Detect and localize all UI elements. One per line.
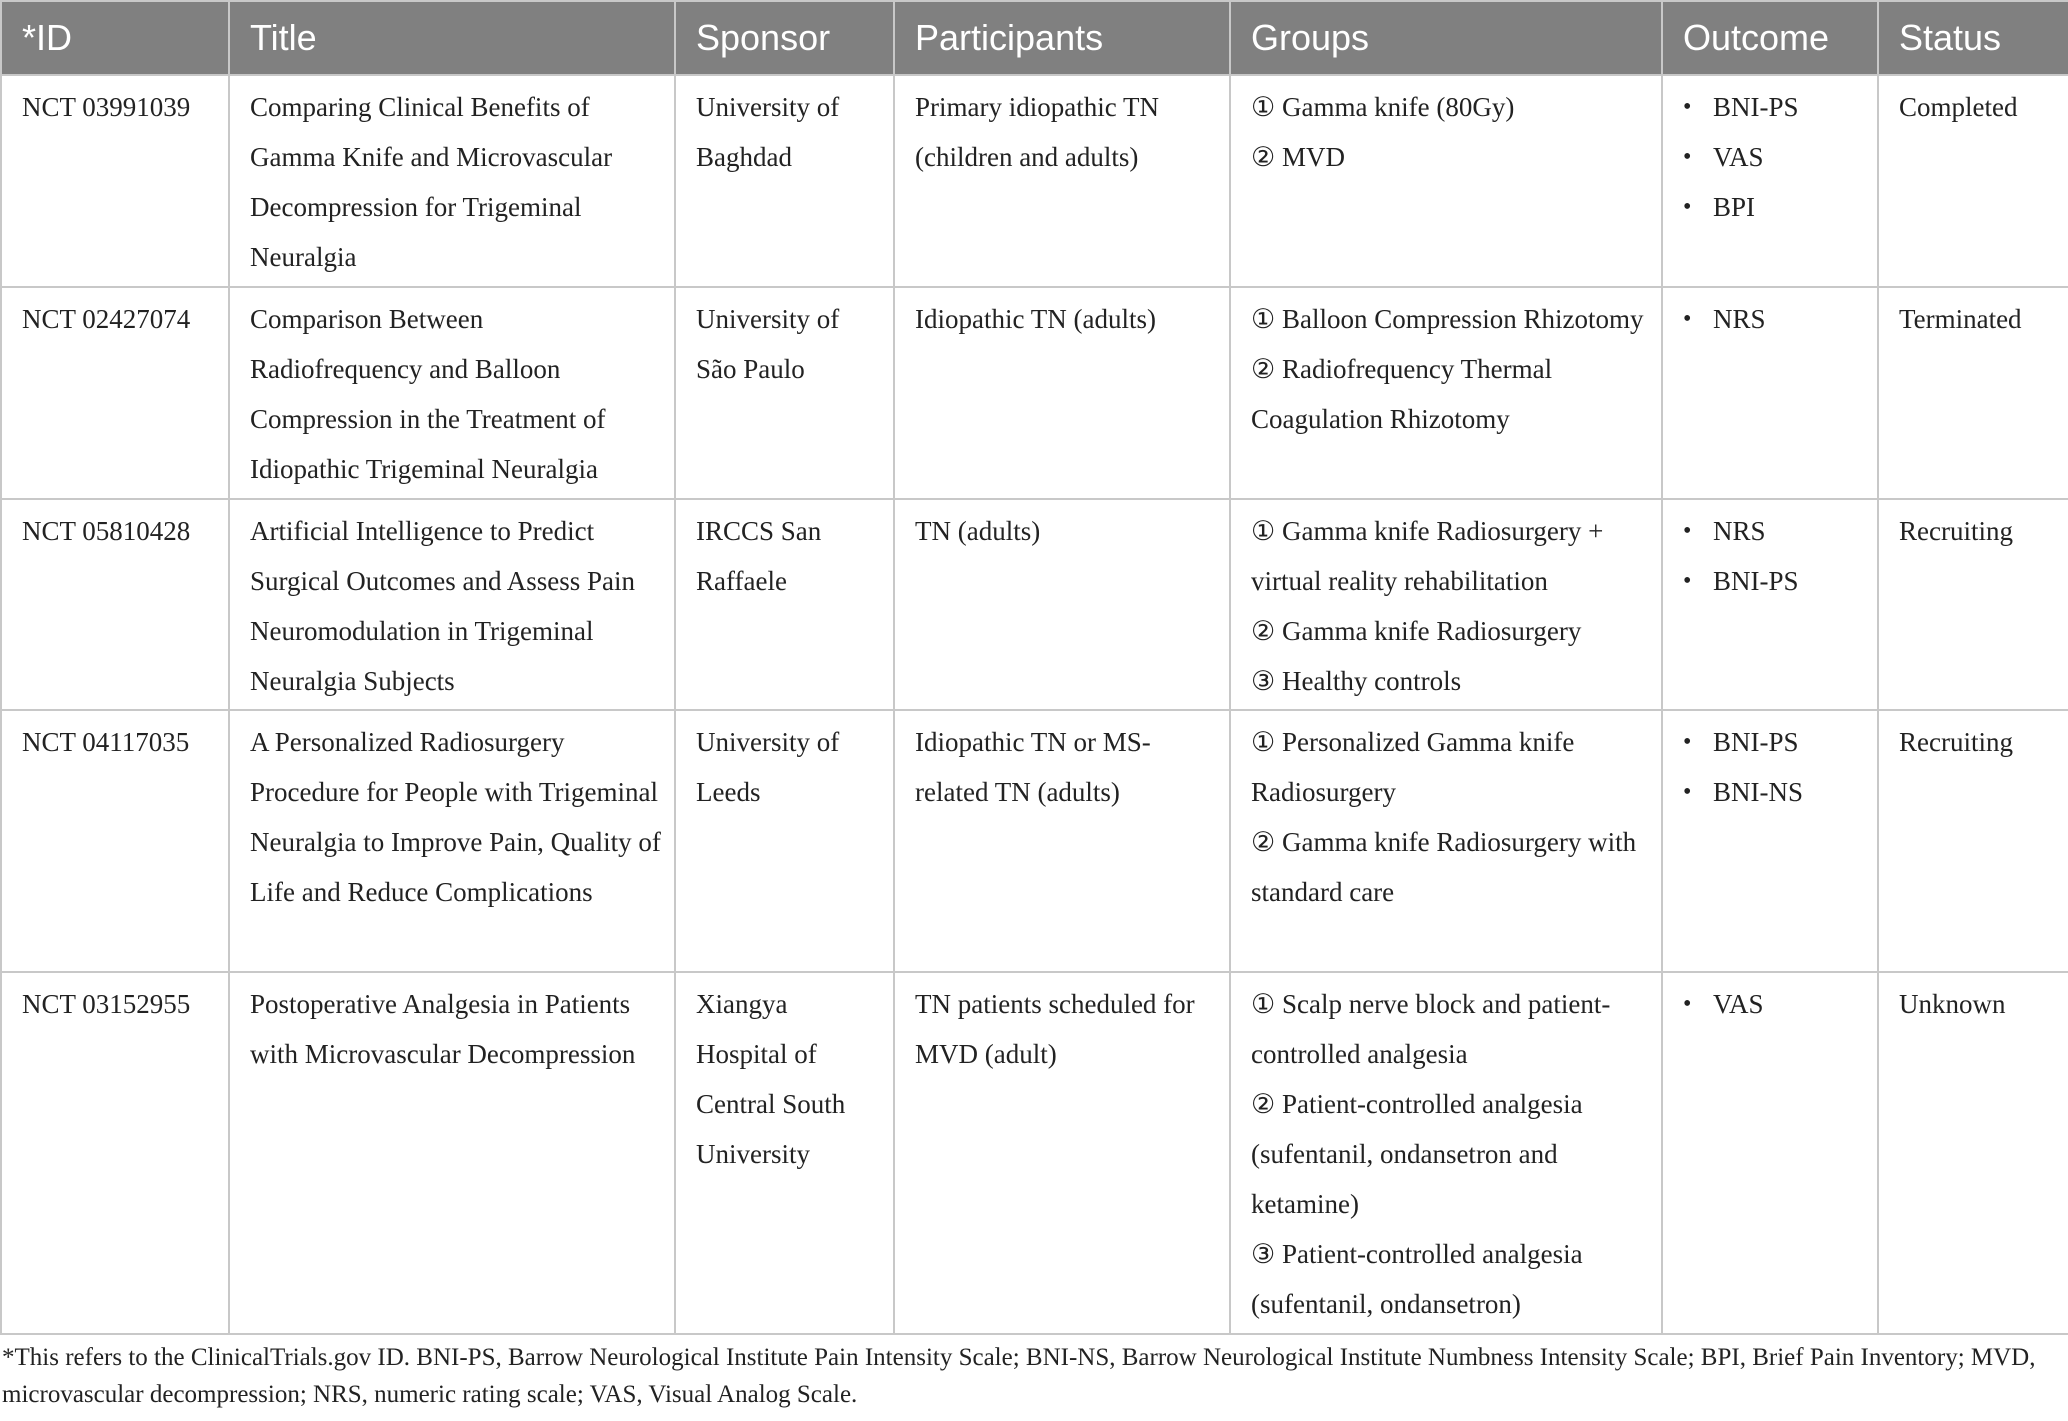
title-cell: Artificial Intelligence to Predict Surgical Outcomes and Assess Pain Neuromodulation in Trigeminal Neuralgia Subjects xyxy=(229,499,675,710)
status-cell: Unknown xyxy=(1878,972,2068,1334)
header-title: Title xyxy=(229,1,675,75)
participants-cell: Primary idiopathic TN (children and adults) xyxy=(894,75,1230,287)
header-status: Status xyxy=(1878,1,2068,75)
trial-id-cell: NCT 05810428 xyxy=(1,499,229,710)
groups-cell xyxy=(1230,972,1662,1334)
outcome-item: • BPI xyxy=(1713,182,1865,232)
table-footnote: *This refers to the ClinicalTrials.gov ID. BNI-PS, Barrow Neurological Institute Pain Intensity Scale; BNI-NS, Barrow Neurological Institute Numbness Intensity Scale; BPI, Brief Pain Inventory; MVD, microvascular decompression; NRS, numeric rating scale; VAS, Visual Analog Scale. xyxy=(2,1344,2036,1408)
sponsor-cell: University of Baghdad xyxy=(675,75,894,287)
title-cell: Comparing Clinical Benefits of Gamma Knife and Microvascular Decompression for Trigeminal Neuralgia xyxy=(229,75,675,287)
outcome-item: • BNI-PS xyxy=(1713,82,1865,132)
sponsor-cell: University of Leeds xyxy=(675,710,894,972)
participants-cell: Idiopathic TN or MS-related TN (adults) xyxy=(894,710,1230,972)
groups-cell xyxy=(1230,710,1662,972)
title-cell: A Personalized Radiosurgery Procedure for People with Trigeminal Neuralgia to Improve Pain, Quality of Life and Reduce Complications xyxy=(229,710,675,972)
sponsor-cell: University of São Paulo xyxy=(675,287,894,499)
group-item: ② Radiofrequency Thermal Coagulation Rhizotomy xyxy=(1251,354,1553,434)
group-item: ① Balloon Compression Rhizotomy xyxy=(1251,304,1644,334)
outcome-item: • NRS xyxy=(1713,294,1865,344)
outcome-item: • VAS xyxy=(1713,979,1865,1029)
outcome-cell xyxy=(1662,710,1878,972)
table-row xyxy=(1,710,2068,972)
status-cell: Recruiting xyxy=(1878,499,2068,710)
trial-id-cell: NCT 03152955 xyxy=(1,972,229,1334)
table-row xyxy=(1,499,2068,710)
group-item: ③ Patient-controlled analgesia (sufentanil, ondansetron) xyxy=(1251,1239,1583,1319)
outcome-item: • BNI-PS xyxy=(1713,556,1865,606)
outcome-cell xyxy=(1662,972,1878,1334)
table-row xyxy=(1,972,2068,1334)
outcome-list xyxy=(1683,979,1865,1029)
group-item: ① Scalp nerve block and patient-controlled analgesia xyxy=(1251,989,1611,1069)
groups-cell xyxy=(1230,75,1662,287)
participants-cell: Idiopathic TN (adults) xyxy=(894,287,1230,499)
outcome-cell xyxy=(1662,287,1878,499)
header-groups: Groups xyxy=(1230,1,1662,75)
group-item: ③ Healthy controls xyxy=(1251,666,1462,696)
participants-cell: TN (adults) xyxy=(894,499,1230,710)
title-cell: Postoperative Analgesia in Patients with Microvascular Decompression xyxy=(229,972,675,1334)
header-row xyxy=(1,1,2068,75)
trial-id-cell: NCT 02427074 xyxy=(1,287,229,499)
outcome-list xyxy=(1683,82,1865,232)
sponsor-cell: IRCCS San Raffaele xyxy=(675,499,894,710)
group-item: ① Gamma knife (80Gy) xyxy=(1251,92,1515,122)
status-cell: Terminated xyxy=(1878,287,2068,499)
groups-cell xyxy=(1230,499,1662,710)
outcome-item: • NRS xyxy=(1713,506,1865,556)
outcome-list xyxy=(1683,506,1865,606)
header-participants: Participants xyxy=(894,1,1230,75)
status-cell: Recruiting xyxy=(1878,710,2068,972)
participants-cell: TN patients scheduled for MVD (adult) xyxy=(894,972,1230,1334)
sponsor-cell: Xiangya Hospital of Central South University xyxy=(675,972,894,1334)
group-item: ② Gamma knife Radiosurgery with standard care xyxy=(1251,827,1637,907)
header-id: *ID xyxy=(1,1,229,75)
outcome-list xyxy=(1683,294,1865,344)
outcome-list xyxy=(1683,717,1865,817)
outcome-cell xyxy=(1662,75,1878,287)
group-item: ① Personalized Gamma knife Radiosurgery xyxy=(1251,727,1575,807)
title-cell: Comparison Between Radiofrequency and Balloon Compression in the Treatment of Idiopathic Trigeminal Neuralgia xyxy=(229,287,675,499)
trial-id-cell: NCT 04117035 xyxy=(1,710,229,972)
table-row xyxy=(1,287,2068,499)
group-item: ② Patient-controlled analgesia (sufentanil, ondansetron and ketamine) xyxy=(1251,1089,1583,1219)
status-cell: Completed xyxy=(1878,75,2068,287)
groups-cell xyxy=(1230,287,1662,499)
outcome-item: • VAS xyxy=(1713,132,1865,182)
trial-id-cell: NCT 03991039 xyxy=(1,75,229,287)
outcome-item: • BNI-PS xyxy=(1713,717,1865,767)
header-outcome: Outcome xyxy=(1662,1,1878,75)
group-item: ① Gamma knife Radiosurgery + virtual reality rehabilitation xyxy=(1251,516,1604,596)
group-item: ② MVD xyxy=(1251,142,1345,172)
outcome-item: • BNI-NS xyxy=(1713,767,1865,817)
table-row xyxy=(1,75,2068,287)
outcome-cell xyxy=(1662,499,1878,710)
group-item: ② Gamma knife Radiosurgery xyxy=(1251,616,1582,646)
header-sponsor: Sponsor xyxy=(675,1,894,75)
